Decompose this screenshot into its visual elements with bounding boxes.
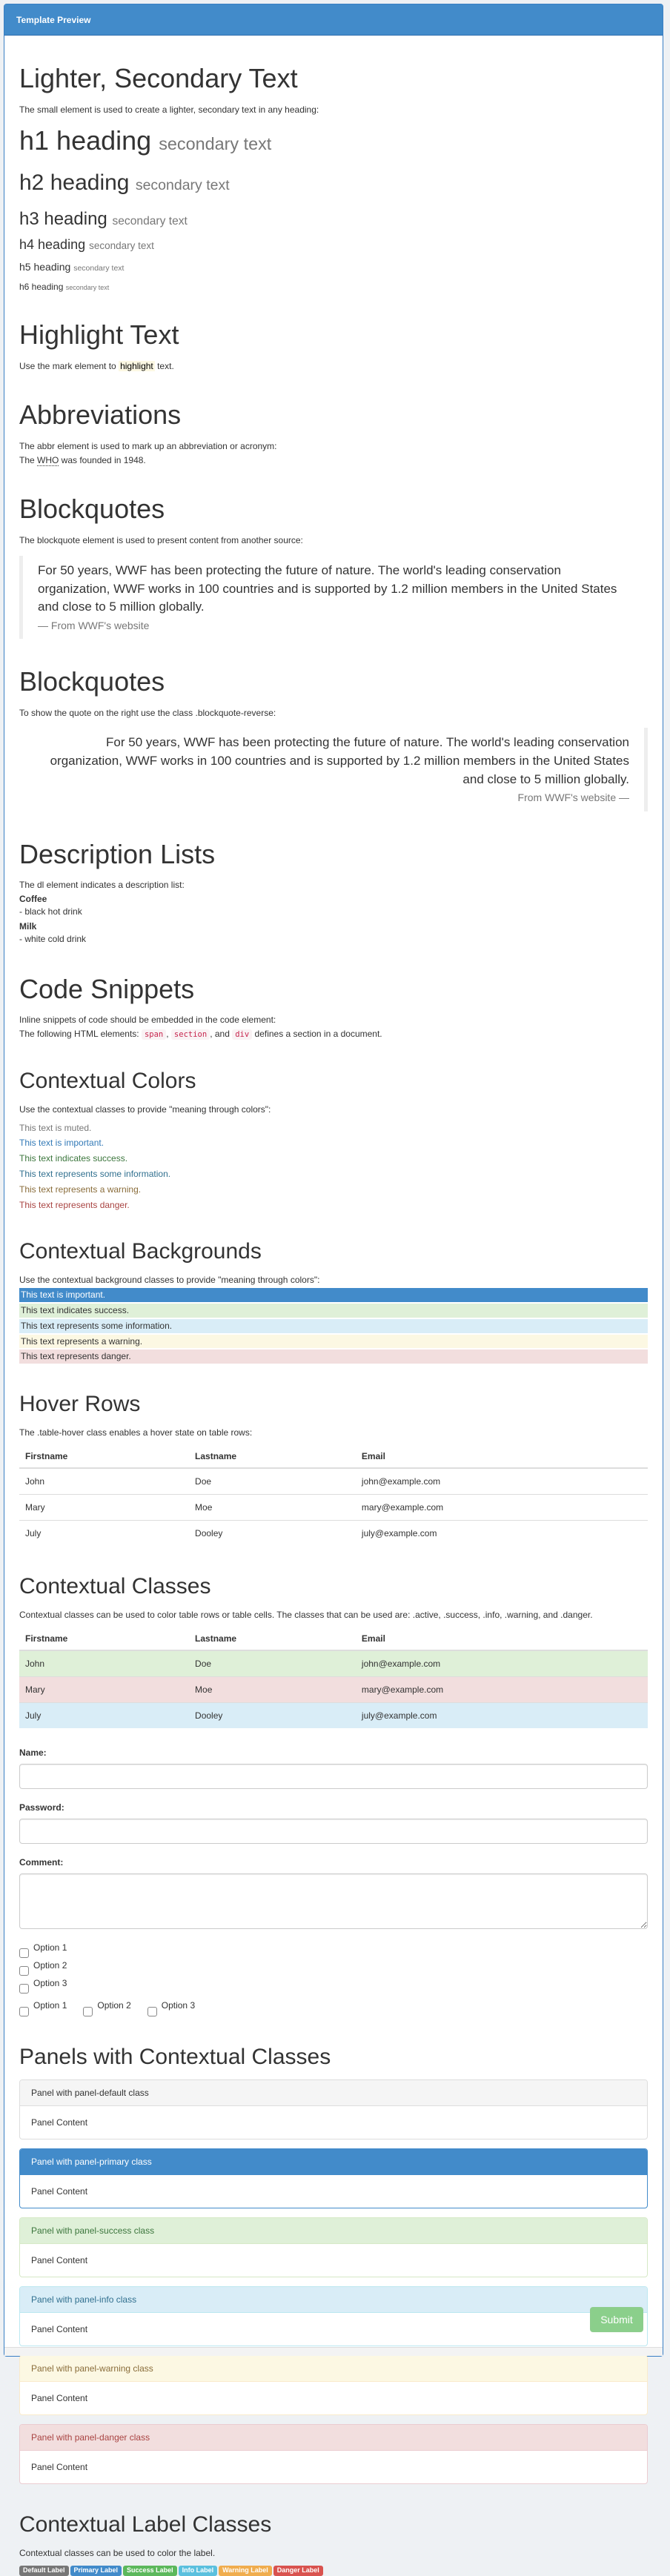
- column-header: Firstname: [19, 1627, 189, 1650]
- dl-term: Coffee: [19, 894, 47, 905]
- panel-list: [19, 2079, 648, 2484]
- name-input[interactable]: [19, 1764, 648, 1789]
- panel-heading: Panel with panel-danger class: [20, 2425, 647, 2451]
- name-group: [19, 1747, 648, 1789]
- comment-label: Comment:: [19, 1856, 64, 1868]
- checkbox-icon[interactable]: [147, 2007, 157, 2016]
- checkbox-list: [19, 1940, 648, 1994]
- inline-option-label: Option 2: [97, 2000, 131, 2011]
- inline-option[interactable]: [147, 1998, 195, 2016]
- inline-option-label: Option 1: [33, 2000, 67, 2011]
- table-row[interactable]: [19, 1468, 648, 1495]
- text: defines a section in a document.: [252, 1029, 382, 1040]
- password-label: Password:: [19, 1802, 64, 1813]
- contextual-color-text: This text is muted.: [19, 1122, 92, 1133]
- table-cell: july@example.com: [356, 1521, 648, 1547]
- section-contextual-classes: [19, 1574, 648, 1728]
- description-list: [19, 893, 648, 946]
- contextual-color-text: This text represents some information.: [19, 1169, 171, 1180]
- section-description: Contextual classes can be used to color the label.: [19, 2547, 216, 2558]
- section-description: Use the contextual background classes to provide "meaning through colors":: [19, 1275, 320, 1286]
- table-cell: Mary: [19, 1495, 189, 1521]
- table-cell: John: [19, 1650, 189, 1677]
- checkbox-icon[interactable]: [19, 1984, 29, 1994]
- panel: [19, 2079, 648, 2140]
- panel-body: Panel Content: [31, 2117, 88, 2128]
- dl-desc: - white cold drink: [19, 934, 87, 945]
- section-description: Use the contextual classes to provide "meaning through colors":: [19, 1103, 271, 1115]
- template-preview-window: [4, 4, 663, 2574]
- section-title: Lighter, Secondary Text: [19, 63, 298, 93]
- heading-h5: [19, 262, 648, 273]
- contextual-label: Info Label: [179, 2566, 218, 2576]
- contextual-color-text: This text is important.: [19, 1138, 105, 1149]
- contextual-backgrounds-list: [19, 1288, 648, 1364]
- table-row[interactable]: [19, 1676, 648, 1702]
- column-header: Lastname: [189, 1627, 356, 1650]
- password-input[interactable]: [19, 1819, 648, 1844]
- contextual-label: Default Label: [19, 2566, 69, 2576]
- inline-option-label: Option 3: [161, 2000, 196, 2011]
- table-header-row: [19, 1445, 648, 1468]
- section-title: Contextual Label Classes: [19, 2512, 272, 2537]
- contextual-bg-text: This text represents danger.: [19, 1350, 648, 1364]
- contextual-label: Danger Label: [273, 2566, 323, 2576]
- section-code-snippets: [19, 975, 648, 1040]
- checkbox-option[interactable]: [19, 1940, 648, 1958]
- checkbox-label: Option 3: [33, 1977, 67, 1988]
- text: Use the mark element to: [19, 360, 119, 371]
- heading-h3: [19, 210, 648, 229]
- section-title: Blockquotes: [19, 666, 165, 697]
- comment-group: [19, 1857, 648, 1933]
- secondary-text: secondary text: [89, 240, 154, 252]
- table-cell: july@example.com: [356, 1702, 648, 1728]
- column-header: Firstname: [19, 1445, 189, 1468]
- section-title: Panels with Contextual Classes: [19, 2044, 331, 2069]
- window-title: Template Preview: [4, 4, 663, 36]
- heading-label: h3 heading: [19, 208, 107, 229]
- panel: [19, 2355, 648, 2415]
- panel-body: Panel Content: [31, 2392, 88, 2403]
- section-title: Description Lists: [19, 838, 216, 869]
- inline-option[interactable]: [83, 1998, 130, 2016]
- panel-heading: Panel with panel-success class: [20, 2218, 647, 2244]
- table-body: [19, 1650, 648, 1728]
- heading-h6: [19, 282, 648, 292]
- section-blockquote: [19, 494, 648, 639]
- table-cell: john@example.com: [356, 1468, 648, 1495]
- secondary-text: secondary text: [159, 134, 272, 154]
- section-description: Inline snippets of code should be embedded in the code element:: [19, 1015, 276, 1026]
- dl-desc: - black hot drink: [19, 906, 82, 917]
- inline-option[interactable]: [19, 1998, 67, 2016]
- window-footer: [4, 2347, 663, 2356]
- table-cell: Moe: [189, 1676, 356, 1702]
- quote-text: For 50 years, WWF has been protecting the future of nature. The world's leading conservation organization, WWF works in 100 countries and is supported by 1.2 million members in the United States and close to 5 million globally.: [38, 562, 617, 614]
- section-title: Contextual Backgrounds: [19, 1239, 262, 1264]
- section-title: Highlight Text: [19, 319, 179, 350]
- contextual-label: Warning Label: [219, 2566, 272, 2576]
- section-description: The small element is used to create a lighter, secondary text in any heading:: [19, 104, 319, 115]
- contextual-bg-text: This text represents a warning.: [19, 1335, 648, 1349]
- panel-heading: Panel with panel-default class: [20, 2080, 647, 2106]
- text: The following HTML elements:: [19, 1029, 142, 1040]
- column-header: Email: [356, 1445, 648, 1468]
- text: text.: [154, 360, 174, 371]
- heading-h2: [19, 170, 648, 195]
- text: The: [19, 454, 38, 465]
- heading-h1: [19, 126, 648, 156]
- heading-label: h5 heading: [19, 261, 71, 273]
- table-row[interactable]: [19, 1702, 648, 1728]
- text: ,: [166, 1029, 171, 1040]
- preview-content: [4, 64, 663, 2576]
- section-contextual-backgrounds: [19, 1239, 648, 1364]
- table-row[interactable]: [19, 1521, 648, 1547]
- contextual-color-text: This text represents a warning.: [19, 1184, 142, 1195]
- name-label: Name:: [19, 1747, 47, 1758]
- section-hover-rows: [19, 1392, 648, 1546]
- blockquote: [19, 556, 648, 639]
- heading-demo-list: [19, 126, 648, 292]
- table-cell: Doe: [189, 1468, 356, 1495]
- column-header: Lastname: [189, 1445, 356, 1468]
- dl-term: Milk: [19, 920, 37, 932]
- table-head: [19, 1445, 648, 1468]
- panel-heading: Panel with panel-primary class: [20, 2149, 647, 2175]
- highlight-paragraph: [19, 360, 648, 373]
- panel-body: Panel Content: [31, 2254, 88, 2265]
- section-form: [19, 1747, 648, 2016]
- table-head: [19, 1627, 648, 1650]
- table-cell: July: [19, 1521, 189, 1547]
- table-cell: Doe: [189, 1650, 356, 1677]
- section-title: Contextual Classes: [19, 1574, 211, 1599]
- table-cell: Moe: [189, 1495, 356, 1521]
- contextual-table: [19, 1627, 648, 1728]
- contextual-bg-text: This text is important.: [19, 1288, 648, 1302]
- heading-label: h4 heading: [19, 237, 86, 253]
- section-title: Blockquotes: [19, 494, 165, 525]
- password-group: [19, 1802, 648, 1844]
- quote-text: For 50 years, WWF has been protecting the future of nature. The world's leading conservation organization, WWF works in 100 countries and is supported by 1.2 million members in the United States and close to 5 million globally.: [50, 735, 629, 786]
- quote-footer: From WWF's website —: [517, 791, 629, 804]
- section-title: Code Snippets: [19, 973, 195, 1004]
- section-description: Contextual classes can be used to color table rows or table cells. The classes that can be used are: .active, .success, .info, .warning, and .danger.: [19, 1610, 593, 1620]
- contextual-label: Success Label: [123, 2566, 177, 2576]
- panel-body: Panel Content: [31, 2461, 88, 2472]
- secondary-text: secondary text: [73, 264, 125, 273]
- checkbox-icon[interactable]: [83, 2007, 93, 2016]
- checkbox-option[interactable]: [19, 1958, 648, 1976]
- table-cell: Mary: [19, 1676, 189, 1702]
- panel-heading: Panel with panel-warning class: [20, 2356, 647, 2382]
- section-description: To show the quote on the right use the class .blockquote-reverse:: [19, 707, 276, 718]
- section-highlight: [19, 320, 648, 372]
- blockquote-reverse: [19, 728, 648, 811]
- panel-heading: Panel with panel-info class: [20, 2287, 647, 2313]
- secondary-text: secondary text: [135, 176, 230, 193]
- panel: [19, 2424, 648, 2484]
- heading-h4: [19, 238, 648, 253]
- table-row[interactable]: [19, 1495, 648, 1521]
- table-row[interactable]: [19, 1650, 648, 1677]
- section-description: The blockquote element is used to present content from another source:: [19, 535, 303, 546]
- hover-table: [19, 1445, 648, 1546]
- section-description-lists: [19, 840, 648, 946]
- contextual-bg-text: This text represents some information.: [19, 1319, 648, 1333]
- section-abbreviations: [19, 400, 648, 466]
- checkbox-icon[interactable]: [19, 1948, 29, 1958]
- section-title: Contextual Colors: [19, 1068, 196, 1093]
- section-blockquote-reverse: [19, 667, 648, 811]
- code-section: section: [171, 1029, 210, 1040]
- checkbox-icon[interactable]: [19, 1966, 29, 1976]
- table-cell: Dooley: [189, 1702, 356, 1728]
- table-body: [19, 1468, 648, 1546]
- heading-label: h6 heading: [19, 281, 64, 292]
- panel-body: Panel Content: [31, 2185, 88, 2197]
- section-description: The dl element indicates a description list:: [19, 880, 185, 891]
- code-paragraph: [19, 1028, 648, 1040]
- contextual-colors-list: [19, 1122, 648, 1212]
- section-title: Hover Rows: [19, 1392, 141, 1417]
- abbr-paragraph: [19, 454, 648, 467]
- section-title: Abbreviations: [19, 399, 182, 431]
- inline-option-list: [19, 1998, 648, 2016]
- panel: [19, 2286, 648, 2346]
- text: , and: [210, 1029, 233, 1040]
- table-cell: mary@example.com: [356, 1495, 648, 1521]
- secondary-text: secondary text: [65, 283, 110, 291]
- submit-button[interactable]: Submit: [590, 2307, 643, 2332]
- code-div: div: [232, 1029, 252, 1040]
- table-cell: Dooley: [189, 1521, 356, 1547]
- checkbox-label: Option 2: [33, 1959, 67, 1971]
- quote-footer: — From WWF's website: [38, 619, 150, 631]
- abbr-who[interactable]: WHO: [37, 454, 59, 465]
- secondary-text: secondary text: [112, 214, 188, 228]
- checkbox-icon[interactable]: [19, 2007, 29, 2016]
- section-description: The abbr element is used to mark up an abbreviation or acronym:: [19, 440, 277, 451]
- contextual-bg-text: This text indicates success.: [19, 1304, 648, 1318]
- code-span: span: [142, 1029, 166, 1040]
- table-cell: mary@example.com: [356, 1676, 648, 1702]
- section-contextual-colors: [19, 1069, 648, 1212]
- section-labels: [19, 2512, 648, 2576]
- heading-label: h1 heading: [19, 125, 152, 156]
- checkbox-option[interactable]: [19, 1976, 648, 1994]
- table-header-row: [19, 1627, 648, 1650]
- column-header: Email: [356, 1627, 648, 1650]
- table-cell: John: [19, 1468, 189, 1495]
- heading-label: h2 heading: [19, 170, 130, 195]
- contextual-color-text: This text represents danger.: [19, 1199, 130, 1210]
- highlight-mark: highlight: [120, 360, 153, 371]
- text: was founded in 1948.: [59, 454, 146, 465]
- section-description: The .table-hover class enables a hover state on table rows:: [19, 1427, 253, 1438]
- checkbox-label: Option 1: [33, 1942, 67, 1953]
- panel: [19, 2148, 648, 2208]
- contextual-color-text: This text indicates success.: [19, 1153, 128, 1164]
- panel: [19, 2217, 648, 2277]
- section-panels: [19, 2045, 648, 2484]
- label-list: [19, 2563, 648, 2576]
- table-cell: john@example.com: [356, 1650, 648, 1677]
- table-cell: July: [19, 1702, 189, 1728]
- comment-textarea[interactable]: [19, 1873, 648, 1929]
- section-secondary-text: [19, 64, 648, 292]
- contextual-label: Primary Label: [70, 2566, 122, 2576]
- panel-body: Panel Content: [31, 2323, 88, 2334]
